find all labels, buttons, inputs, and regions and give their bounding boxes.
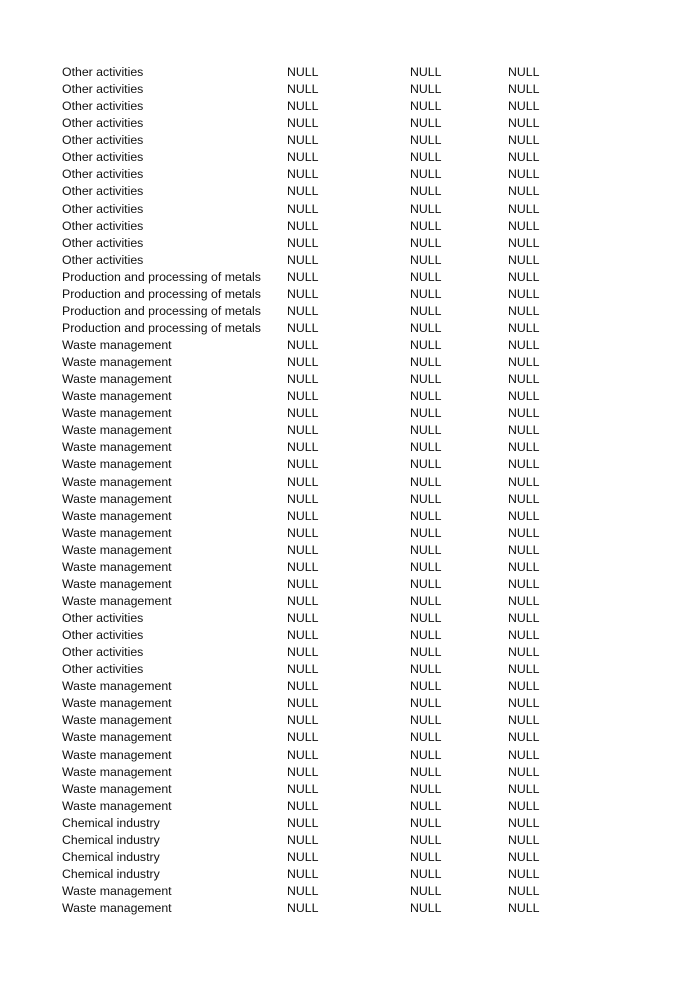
value-cell-3: NULL <box>508 184 540 199</box>
sector-cell: Waste management <box>62 730 172 745</box>
sector-cell: Waste management <box>62 389 172 404</box>
value-cell-1: NULL <box>287 184 319 199</box>
table-row <box>0 149 700 166</box>
value-cell-1: NULL <box>287 713 319 728</box>
value-cell-1: NULL <box>287 99 319 114</box>
table-row <box>0 900 700 917</box>
table-row <box>0 747 700 764</box>
value-cell-2: NULL <box>410 662 442 677</box>
value-cell-1: NULL <box>287 645 319 660</box>
value-cell-2: NULL <box>410 82 442 97</box>
value-cell-3: NULL <box>508 815 540 830</box>
value-cell-2: NULL <box>410 832 442 847</box>
table-row <box>0 456 700 473</box>
value-cell-1: NULL <box>287 696 319 711</box>
value-cell-2: NULL <box>410 235 442 250</box>
value-cell-1: NULL <box>287 849 319 864</box>
sector-cell: Other activities <box>62 133 144 148</box>
value-cell-3: NULL <box>508 645 540 660</box>
value-cell-1: NULL <box>287 235 319 250</box>
table-row <box>0 491 700 508</box>
table-row <box>0 866 700 883</box>
value-cell-3: NULL <box>508 559 540 574</box>
value-cell-1: NULL <box>287 82 319 97</box>
table-row <box>0 798 700 815</box>
value-cell-3: NULL <box>508 457 540 472</box>
table-row <box>0 218 700 235</box>
sector-cell: Production and processing of metals <box>62 320 261 335</box>
sector-cell: Other activities <box>62 645 144 660</box>
value-cell-1: NULL <box>287 252 319 267</box>
value-cell-1: NULL <box>287 389 319 404</box>
sector-cell: Other activities <box>62 628 144 643</box>
table-row <box>0 303 700 320</box>
sector-cell: Other activities <box>62 611 144 625</box>
value-cell-3: NULL <box>508 320 540 335</box>
value-cell-2: NULL <box>410 474 442 489</box>
sector-cell: Waste management <box>62 406 172 421</box>
table-row <box>0 610 700 627</box>
value-cell-1: NULL <box>287 611 319 625</box>
value-cell-3: NULL <box>508 628 540 643</box>
value-cell-2: NULL <box>410 525 442 540</box>
value-cell-3: NULL <box>508 542 540 557</box>
value-cell-2: NULL <box>410 320 442 335</box>
value-cell-1: NULL <box>287 542 319 557</box>
value-cell-1: NULL <box>287 167 319 182</box>
value-cell-2: NULL <box>410 167 442 182</box>
value-cell-1: NULL <box>287 781 319 796</box>
sector-cell: Production and processing of metals <box>62 286 261 301</box>
value-cell-1: NULL <box>287 133 319 148</box>
value-cell-2: NULL <box>410 815 442 830</box>
table-row <box>0 439 700 456</box>
value-cell-1: NULL <box>287 815 319 830</box>
value-cell-1: NULL <box>287 884 319 898</box>
value-cell-3: NULL <box>508 832 540 847</box>
sector-cell: Other activities <box>62 662 144 677</box>
value-cell-3: NULL <box>508 662 540 677</box>
value-cell-2: NULL <box>410 133 442 148</box>
table-row <box>0 593 700 610</box>
value-cell-1: NULL <box>287 832 319 847</box>
value-cell-3: NULL <box>508 218 540 233</box>
table-row <box>0 695 700 712</box>
table-row <box>0 405 700 422</box>
sector-cell: Waste management <box>62 781 172 796</box>
table-row <box>0 64 700 81</box>
value-cell-3: NULL <box>508 901 540 916</box>
value-cell-2: NULL <box>410 218 442 233</box>
sector-cell: Other activities <box>62 201 144 216</box>
value-cell-2: NULL <box>410 286 442 301</box>
sector-cell: Waste management <box>62 355 172 370</box>
sector-cell: Waste management <box>62 372 172 387</box>
table-row <box>0 474 700 491</box>
table-row <box>0 269 700 286</box>
value-cell-3: NULL <box>508 764 540 779</box>
value-cell-1: NULL <box>287 866 319 881</box>
table-row <box>0 508 700 525</box>
table-row <box>0 81 700 98</box>
value-cell-3: NULL <box>508 65 540 79</box>
value-cell-1: NULL <box>287 423 319 438</box>
value-cell-3: NULL <box>508 849 540 864</box>
table-row <box>0 661 700 678</box>
value-cell-2: NULL <box>410 389 442 404</box>
value-cell-1: NULL <box>287 747 319 762</box>
value-cell-2: NULL <box>410 849 442 864</box>
value-cell-3: NULL <box>508 133 540 148</box>
sector-cell: Waste management <box>62 798 172 813</box>
value-cell-3: NULL <box>508 338 540 352</box>
value-cell-1: NULL <box>287 474 319 489</box>
table-row <box>0 132 700 149</box>
value-cell-3: NULL <box>508 576 540 591</box>
value-cell-3: NULL <box>508 884 540 898</box>
value-cell-3: NULL <box>508 355 540 370</box>
value-cell-3: NULL <box>508 423 540 438</box>
value-cell-2: NULL <box>410 713 442 728</box>
sector-cell: Waste management <box>62 525 172 540</box>
value-cell-3: NULL <box>508 372 540 387</box>
value-cell-1: NULL <box>287 218 319 233</box>
value-cell-1: NULL <box>287 269 319 284</box>
table-row <box>0 559 700 576</box>
sector-cell: Waste management <box>62 764 172 779</box>
value-cell-3: NULL <box>508 747 540 762</box>
value-cell-3: NULL <box>508 286 540 301</box>
table-row <box>0 542 700 559</box>
sector-cell: Waste management <box>62 713 172 728</box>
value-cell-3: NULL <box>508 866 540 881</box>
sector-cell: Waste management <box>62 901 172 916</box>
value-cell-1: NULL <box>287 901 319 916</box>
sector-cell: Other activities <box>62 218 144 233</box>
value-cell-2: NULL <box>410 423 442 438</box>
value-cell-2: NULL <box>410 866 442 881</box>
sector-cell: Other activities <box>62 235 144 250</box>
value-cell-2: NULL <box>410 457 442 472</box>
table-row <box>0 576 700 593</box>
value-cell-2: NULL <box>410 730 442 745</box>
value-cell-1: NULL <box>287 593 319 608</box>
sector-cell: Production and processing of metals <box>62 269 261 284</box>
value-cell-2: NULL <box>410 542 442 557</box>
table-row <box>0 849 700 866</box>
table-row <box>0 627 700 644</box>
value-cell-3: NULL <box>508 99 540 114</box>
value-cell-1: NULL <box>287 116 319 131</box>
value-cell-3: NULL <box>508 406 540 421</box>
table-row <box>0 781 700 798</box>
table-row <box>0 115 700 132</box>
value-cell-1: NULL <box>287 355 319 370</box>
sector-cell: Waste management <box>62 747 172 762</box>
table-row <box>0 98 700 115</box>
sector-cell: Chemical industry <box>62 849 160 864</box>
value-cell-1: NULL <box>287 372 319 387</box>
value-cell-3: NULL <box>508 491 540 506</box>
sector-cell: Other activities <box>62 167 144 182</box>
value-cell-1: NULL <box>287 662 319 677</box>
table-row <box>0 815 700 832</box>
sector-cell: Waste management <box>62 559 172 574</box>
value-cell-1: NULL <box>287 508 319 523</box>
sector-cell: Waste management <box>62 696 172 711</box>
sector-cell: Other activities <box>62 184 144 199</box>
sector-cell: Waste management <box>62 423 172 438</box>
table-row <box>0 183 700 200</box>
value-cell-3: NULL <box>508 781 540 796</box>
value-cell-2: NULL <box>410 150 442 165</box>
value-cell-1: NULL <box>287 576 319 591</box>
value-cell-2: NULL <box>410 252 442 267</box>
table-row <box>0 166 700 183</box>
value-cell-2: NULL <box>410 116 442 131</box>
value-cell-2: NULL <box>410 593 442 608</box>
value-cell-2: NULL <box>410 798 442 813</box>
table-row <box>0 286 700 303</box>
sector-cell: Other activities <box>62 99 144 114</box>
value-cell-3: NULL <box>508 611 540 625</box>
sector-cell: Waste management <box>62 884 172 898</box>
table-row <box>0 764 700 781</box>
sector-cell: Waste management <box>62 440 172 455</box>
value-cell-3: NULL <box>508 508 540 523</box>
value-cell-1: NULL <box>287 201 319 216</box>
table-row <box>0 712 700 729</box>
value-cell-2: NULL <box>410 491 442 506</box>
value-cell-3: NULL <box>508 235 540 250</box>
value-cell-3: NULL <box>508 474 540 489</box>
value-cell-3: NULL <box>508 696 540 711</box>
value-cell-2: NULL <box>410 508 442 523</box>
sector-cell: Other activities <box>62 150 144 165</box>
value-cell-3: NULL <box>508 798 540 813</box>
value-cell-1: NULL <box>287 730 319 745</box>
sector-cell: Other activities <box>62 116 144 131</box>
value-cell-2: NULL <box>410 679 442 694</box>
table-row <box>0 252 700 269</box>
value-cell-1: NULL <box>287 65 319 79</box>
sector-cell: Chemical industry <box>62 832 160 847</box>
value-cell-2: NULL <box>410 372 442 387</box>
value-cell-3: NULL <box>508 167 540 182</box>
value-cell-2: NULL <box>410 696 442 711</box>
value-cell-3: NULL <box>508 116 540 131</box>
value-cell-2: NULL <box>410 440 442 455</box>
value-cell-3: NULL <box>508 679 540 694</box>
value-cell-3: NULL <box>508 389 540 404</box>
table-row <box>0 235 700 252</box>
value-cell-1: NULL <box>287 150 319 165</box>
value-cell-3: NULL <box>508 252 540 267</box>
value-cell-1: NULL <box>287 406 319 421</box>
sector-cell: Waste management <box>62 508 172 523</box>
value-cell-3: NULL <box>508 303 540 318</box>
value-cell-2: NULL <box>410 884 442 898</box>
value-cell-1: NULL <box>287 320 319 335</box>
sector-cell: Other activities <box>62 82 144 97</box>
value-cell-2: NULL <box>410 781 442 796</box>
value-cell-1: NULL <box>287 440 319 455</box>
value-cell-1: NULL <box>287 764 319 779</box>
value-cell-2: NULL <box>410 645 442 660</box>
value-cell-1: NULL <box>287 559 319 574</box>
value-cell-1: NULL <box>287 628 319 643</box>
value-cell-3: NULL <box>508 525 540 540</box>
table-row <box>0 201 700 218</box>
value-cell-2: NULL <box>410 611 442 625</box>
value-cell-1: NULL <box>287 338 319 352</box>
table-row <box>0 422 700 439</box>
value-cell-2: NULL <box>410 901 442 916</box>
sector-cell: Other activities <box>62 65 144 79</box>
sector-cell: Waste management <box>62 576 172 591</box>
value-cell-2: NULL <box>410 406 442 421</box>
value-cell-1: NULL <box>287 525 319 540</box>
table-row <box>0 644 700 661</box>
value-cell-1: NULL <box>287 491 319 506</box>
sector-cell: Waste management <box>62 457 172 472</box>
value-cell-2: NULL <box>410 355 442 370</box>
value-cell-2: NULL <box>410 303 442 318</box>
sector-cell: Waste management <box>62 542 172 557</box>
value-cell-3: NULL <box>508 713 540 728</box>
table-row <box>0 678 700 695</box>
value-cell-2: NULL <box>410 65 442 79</box>
value-cell-3: NULL <box>508 269 540 284</box>
sector-cell: Waste management <box>62 338 172 352</box>
sector-cell: Waste management <box>62 491 172 506</box>
table-row <box>0 337 700 354</box>
table-row <box>0 320 700 337</box>
value-cell-2: NULL <box>410 559 442 574</box>
value-cell-3: NULL <box>508 201 540 216</box>
value-cell-2: NULL <box>410 764 442 779</box>
sector-cell: Waste management <box>62 679 172 694</box>
value-cell-2: NULL <box>410 99 442 114</box>
table-row <box>0 354 700 371</box>
sector-cell: Production and processing of metals <box>62 303 261 318</box>
sector-cell: Chemical industry <box>62 815 160 830</box>
value-cell-3: NULL <box>508 730 540 745</box>
table-row <box>0 883 700 900</box>
value-cell-3: NULL <box>508 150 540 165</box>
table-row <box>0 832 700 849</box>
sector-cell: Waste management <box>62 474 172 489</box>
value-cell-1: NULL <box>287 303 319 318</box>
value-cell-2: NULL <box>410 628 442 643</box>
value-cell-2: NULL <box>410 184 442 199</box>
value-cell-1: NULL <box>287 679 319 694</box>
value-cell-1: NULL <box>287 286 319 301</box>
sector-cell: Other activities <box>62 252 144 267</box>
sector-cell: Waste management <box>62 593 172 608</box>
table-row <box>0 371 700 388</box>
value-cell-2: NULL <box>410 747 442 762</box>
value-cell-3: NULL <box>508 82 540 97</box>
value-cell-2: NULL <box>410 269 442 284</box>
value-cell-3: NULL <box>508 593 540 608</box>
sector-cell: Chemical industry <box>62 866 160 881</box>
value-cell-1: NULL <box>287 798 319 813</box>
value-cell-3: NULL <box>508 440 540 455</box>
value-cell-1: NULL <box>287 457 319 472</box>
table-row <box>0 525 700 542</box>
value-cell-2: NULL <box>410 201 442 216</box>
value-cell-2: NULL <box>410 576 442 591</box>
value-cell-2: NULL <box>410 338 442 352</box>
table-row <box>0 729 700 746</box>
data-table <box>0 64 700 917</box>
table-row <box>0 388 700 405</box>
